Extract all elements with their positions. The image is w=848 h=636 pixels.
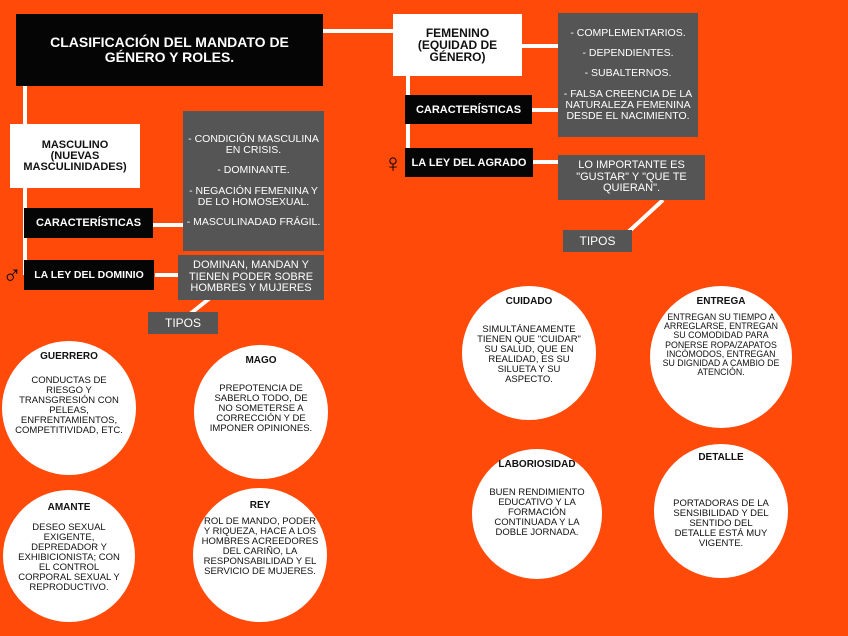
masculino-caracteristica-item: - CONDICIÓN MASCULINA EN CRISIS.: [188, 133, 319, 157]
tipo-title: LABORIOSIDAD: [498, 459, 576, 470]
tipo-rey-circle: [193, 488, 327, 622]
femenino-caracteristica-item: - FALSA CREENCIA DE LA NATURALEZA FEMENINA DESDE EL NACIMIENTO.: [563, 87, 693, 122]
tipo-title: ENTREGA: [696, 296, 746, 307]
masculino-caracteristicas-box: [183, 111, 324, 251]
tipo-text: BUEN RENDIMIENTO EDUCATIVO Y LA FORMACIÓN CONTINUADA Y LA DOBLE JORNADA.: [489, 487, 585, 538]
tipo-guerrero-circle: [2, 341, 136, 475]
femenino-tipos-label: TIPOS: [563, 230, 632, 252]
femenino-ley-text: LO IMPORTANTE ES "GUSTAR" Y "QUE TE QUIERAN".: [558, 155, 705, 200]
masculino-caracteristica-item: - NEGACIÓN FEMENINA Y DE LO HOMOSEXUAL.: [189, 184, 318, 208]
masculino-caracteristica-item: - DOMINANTE.: [217, 164, 290, 177]
femenino-caracteristica-item: - SUBALTERNOS.: [584, 67, 672, 80]
tipo-detalle-circle: [654, 444, 788, 578]
femenino-ley-label: LA LEY DEL AGRADO: [405, 148, 533, 177]
tipo-amante-circle: [3, 490, 135, 622]
femenino-caracteristica-item: - DEPENDIENTES.: [582, 47, 674, 60]
tipo-title: CUIDADO: [505, 296, 553, 307]
tipo-title: MAGO: [245, 355, 277, 366]
tipo-title: DETALLE: [698, 452, 744, 463]
tipo-text: DESEO SEXUAL EXIGENTE, DEPREDADOR Y EXHIBICIONISTA; CON EL CONTROL CORPORAL SEXUAL Y REPRODUCTIVO.: [18, 522, 120, 593]
tipo-text: SIMULTÁNEAMENTE TIENEN QUE "CUIDAR" SU SALUD, QUE EN REALIDAD, ES SU SILUETA Y SU ASPECTO.: [477, 324, 581, 385]
tipo-laboriosidad-circle: [472, 449, 602, 579]
masculino-ley-label: LA LEY DEL DOMINIO: [24, 260, 154, 290]
male-symbol-icon: ♂: [2, 260, 22, 290]
masculino-tipos-label: TIPOS: [148, 312, 218, 334]
tipo-cuidado-circle: [462, 286, 596, 420]
tipo-title: REY: [249, 500, 271, 511]
masculino-caracteristica-item: - MASCULINADAD FRÁGIL.: [186, 215, 321, 228]
femenino-caracteristicas-label: CARACTERÍSTICAS: [405, 95, 532, 124]
tipo-mago-circle: [194, 345, 328, 479]
masculino-node: MASCULINO (NUEVAS MASCULINIDADES): [10, 124, 140, 188]
femenino-caracteristica-item: - COMPLEMENTARIOS.: [570, 27, 686, 40]
female-symbol-icon: ♀: [383, 148, 403, 178]
tipo-title: AMANTE: [47, 502, 91, 513]
masculino-ley-text: DOMINAN, MANDAN Y TIENEN PODER SOBRE HOMBRES Y MUJERES: [178, 255, 324, 300]
femenino-caracteristicas-box: [558, 13, 698, 137]
tipo-text: PORTADORAS DE LA SENSIBILIDAD Y DEL SENTIDO DEL DETALLE ESTÁ MUY VIGENTE.: [673, 498, 769, 549]
tipo-entrega-circle: [650, 286, 792, 428]
tipo-text: ROL DE MANDO, PODER Y RIQUEZA, HACE A LOS HOMBRES ACREEDORES DEL CARIÑO, LA RESPONSABILIDAD Y EL SERVICIO DE MUJERES.: [201, 516, 319, 577]
diagram-title: CLASIFICACIÓN DEL MANDATO DE GÉNERO Y ROLES.: [16, 14, 323, 86]
tipo-text: CONDUCTAS DE RIESGO Y TRANSGRESIÓN CON PELEAS, ENFRENTAMIENTOS, COMPETITIVIDAD, ETC.: [15, 375, 123, 436]
tipo-text: ENTREGAN SU TIEMPO A ARREGLARSE, ENTREGAN SU COMODIDAD PARA PONERSE ROPA/ZAPATOS INCÓMODOS, ENTREGAN SU DIGNIDAD A CAMBIO DE ATENCIÓN.: [662, 312, 780, 378]
femenino-node: FEMENINO (EQUIDAD DE GÉNERO): [393, 14, 522, 76]
tipo-title: GUERRERO: [40, 351, 98, 362]
tipo-text: PREPOTENCIA DE SABERLO TODO, DE NO SOMETERSE A CORRECCIÓN Y DE IMPONER OPINIONES.: [209, 383, 313, 434]
masculino-caracteristicas-label: CARACTERÍSTICAS: [24, 208, 153, 238]
